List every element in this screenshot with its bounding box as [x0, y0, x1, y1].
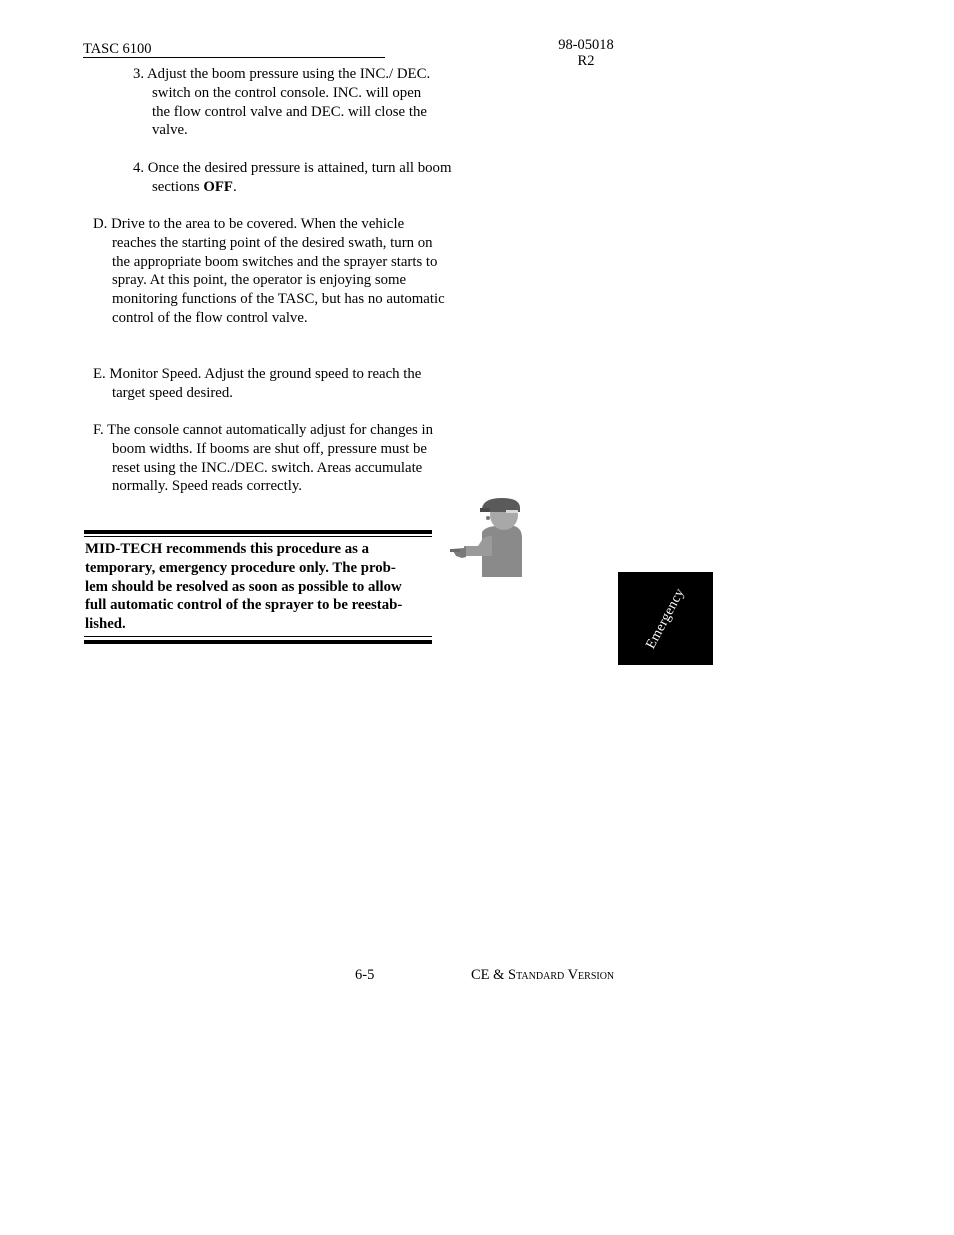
note-line: temporary, emergency procedure only. The prob-: [85, 559, 396, 576]
note-top-rule-thick: [84, 530, 432, 534]
step-4-text: 4. Once the desired pressure is attained, turn all boom sections: [133, 160, 452, 195]
step-4: [133, 159, 454, 197]
item-d: D. Drive to the area to be covered. When the vehicle reaches the starting point of the desired swath, turn on the appropriate boom switches and the sprayer starts to spray. At this point, the operator is enjoying some monitoring functions of the TASC, but has no automatic control of the flow control valve.: [93, 216, 445, 326]
note-line: full automatic control of the sprayer to be reestab-: [85, 597, 403, 614]
note-top-rule-thin: [84, 536, 432, 537]
step-3: 3. Adjust the boom pressure using the INC./ DEC. switch on the control console. INC. will open the flow control valve and DEC. will close the valve.: [133, 66, 431, 139]
document-number: 98-05018: [558, 37, 614, 53]
header-title: TASC 6100: [83, 41, 152, 57]
note-text: [85, 540, 430, 634]
header-rule: [83, 57, 385, 58]
item-f: F. The console cannot automatically adjust for changes in boom widths. If booms are shut off, pressure must be reset using the INC./DEC. switch. Areas accumulate normally. Speed reads correctly.: [93, 422, 434, 495]
emergency-section-tab: [618, 572, 713, 665]
note-line: lished.: [85, 616, 126, 633]
note-bottom-rule-thin: [84, 636, 432, 637]
revision-number: R2: [577, 53, 595, 69]
note-line: lem should be resolved as soon as possible to allow: [85, 578, 402, 595]
pointing-man-icon: [448, 496, 528, 585]
document-number-block: [540, 37, 632, 69]
step-4-end: .: [232, 178, 237, 195]
emergency-tab-label: Emergency: [642, 585, 688, 652]
note-bottom-rule-thick: [84, 640, 432, 644]
note-line: MID-TECH recommends this procedure as a: [85, 541, 370, 557]
version-label: CE & Standard Version: [471, 967, 615, 983]
item-e: E. Monitor Speed. Adjust the ground speed to reach the target speed desired.: [93, 366, 422, 401]
page-number: 6-5: [355, 967, 375, 983]
step-4-off: OFF: [203, 178, 233, 195]
